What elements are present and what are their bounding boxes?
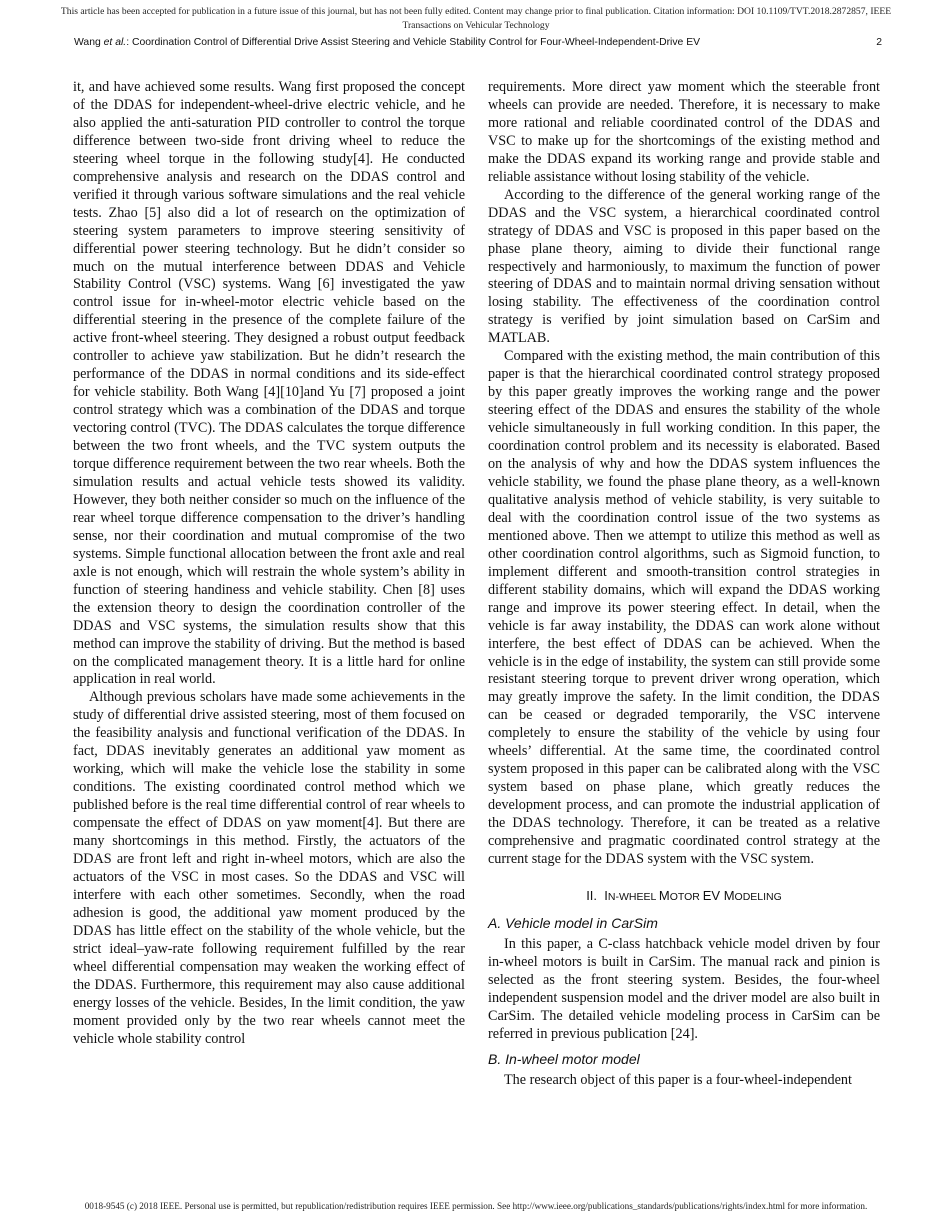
section-title-part: N-WHEEL (607, 890, 659, 903)
copyright-footer: 0018-9545 (c) 2018 IEEE. Personal use is permitted, but republication/redistribution requires IEEE permission. See http://www.ieee.org/publications_standards/publications/rights/index.html for more information. (84, 1201, 868, 1211)
notice-line-1: This article has been accepted for publication in a future issue of this journal, but has not been fully edited. Content may change prior to final publication. Citation information: DOI 10.1109/TVT.2018.2872857, IEEE (60, 6, 892, 17)
section-heading (488, 887, 880, 906)
left-column (73, 79, 465, 1048)
section-title-part: EV M (702, 887, 735, 903)
running-title: : Coordination Control of Differential Drive Assist Steering and Vehicle Stability Control for Four-Wheel-Independent-Drive EV (126, 37, 701, 48)
notice-line-2: Transactions on Vehicular Technology (402, 20, 550, 31)
subsection-b-heading: B. In-wheel motor model (488, 1050, 640, 1067)
section-title-part: I (604, 887, 608, 903)
publication-notice (20, 5, 932, 33)
right-paragraph-2: According to the difference of the general working range of the DDAS and the VSC system, a hierarchical coordinated control strategy of DDAS and VSC is proposed in this paper based on the phase plane theory, aiming to divide their functional range respectively and harmoniously, to maximum the function of power steering of DDAS and to maintain normal driving sensation without losing stability. The effectiveness of the coordination control strategy is verified by joint simulation based on CarSim and MATLAB. (488, 186, 880, 347)
running-title-etal: et al. (103, 37, 127, 48)
left-paragraph-1: it, and have achieved some results. Wang first proposed the concept of the DDAS for independent-wheel-drive electric vehicle, and he also applied the anti-saturation PID controller to control the torque difference between two-side front driving wheel to reduce the steering wheel torque in the following study[4]. He conducted comprehensive analysis and research on the DDAS control and verified it through various software simulations and the real vehicle tests. Zhao [5] also did a lot of research on the optimization of steering system parameters to improve steering sensitivity of differential power steering technology. But he didn’t consider so much on the mutual interference between DDAS and Vehicle Stability Control (VSC) systems. Wang [6] investigated the yaw control issue for in-wheel-motor electric vehicle based on the differential steering in the presence of the complete failure of the active front-wheel steering. They designed a robust output feedback controller to achieve yaw stabilization. But he didn’t research the performance of the DDAS in normal conditions and its side-effect for vehicle stability. Both Wang [4][10]and Yu [7] proposed a joint control strategy which was a combination of the DDAS and torque vectoring control (TVC). The DDAS calculates the torque difference between the two front wheels, and the TVC system outputs the torque difference requirement between the two rear wheels. Both the simulation results and actual vehicle tests showed its validity. However, they both neither consider so much on the influence of the rear wheel torque difference compensation to the driver’s handling sense, nor their coordination and mutual compromise of the two systems. Simple functional allocation between the front axle and real axle is not enough, which will restrain the whole system’s ability in function of steering handiness and vehicle stability. Chen [8] uses the extension theory to design the coordination controller of the DDAS and VSC systems, the simulation results show that this method can improve the stability of driving. But the method is based on the complicated management theory. It is a little hard for online application in real world. (73, 79, 465, 688)
section-title-part: M (658, 887, 670, 903)
section-numeral: II. (586, 887, 598, 903)
right-paragraph-4: In this paper, a C-class hatchback vehicle model driven by four in-wheel motors is built in CarSim. The manual rack and pinion is selected as the front steering system. Besides, the four-wheel independent suspension model and the driver model are also built in CarSim. The detailed vehicle modeling process in CarSim can be referred in previous publication [24]. (488, 935, 880, 1042)
running-head (74, 36, 882, 49)
subsection-a-heading: A. Vehicle model in CarSim (488, 914, 658, 931)
page-number: 2 (876, 37, 882, 48)
right-paragraph-5: The research object of this paper is a four-wheel-independent (504, 1071, 852, 1088)
section-title-part: OTOR (669, 890, 703, 903)
right-paragraph-1: requirements. More direct yaw moment which the steerable front wheels can provide are needed. Therefore, it is necessary to make more rational and reliable coordinated control of the DDAS and VSC to make up for the shortcomings of the existing method and make the DDAS expand its working range and provide stable and reliable assistance without losing stability of the vehicle. (488, 79, 880, 185)
running-title-authors: Wang (74, 37, 101, 48)
right-paragraph-3: Compared with the existing method, the main contribution of this paper is that the hierarchical coordinated control strategy proposed by this paper greatly improves the working range and the power steering effect of the DDAS and ensures the stability of the whole vehicle simultaneously in full working condition. In this paper, the coordination control problem and its necessity is elaborated. Based on the analysis of why and how the DDAS system influences the vehicle stability, we found the phase plane theory, as a well-known qualitative analysis method of vehicle stability, is very suitable to deal with the coordination control issue of the two systems as mentioned above. Then we attempt to utilize this method as well as other coordination control algorithms, such as Sigmoid function, to implement different and smooth-transition control strategies in different stability domains, which will expand the DDAS working range and improve its power steering effect. In detail, when the vehicle is far away instability, the DDAS can work alone without interfere, the best effect of DDAS can be achieved. When the vehicle is in the edge of instability, the system can still provide some resistant steering torque to prevent driver wrong operation, which may greatly improve the safety. In the limit condition, the DDAS can be ceased or degraded temporarily, the VSC intervene completely to ensure the stability of the vehicle by using four wheels’ differential. At the same time, the coordinated control system proposed in this paper can be calibrated along with the VSC system based on phase plane, which greatly reduces the development process, and can promote the industrial application of the DDAS technology. Therefore, it can be treated as a relative comprehensive and pragmatic coordinated control strategy at the current stage for the DDAS system with the VSC system. (488, 348, 880, 867)
section-title-part: ODELING (734, 890, 782, 903)
right-column (488, 79, 880, 1090)
left-paragraph-2: Although previous scholars have made some achievements in the study of differential drive assisted steering, most of them focused on the feasibility analysis and functional verification of the DDAS. In fact, DDAS inevitably generates an additional yaw moment as working, which will make the vehicle lose the stability in some conditions. The existing coordinated control method which we published before is the real time differential control of rear wheels to compensate the effect of DDAS on yaw moment[4]. But there are many shortcomings in this method. Firstly, the actuators of the DDAS are front left and right in-wheel motors, which are also the actuators of the VSC in most cases. So the DDAS and VSC will interfere with each other sometimes. Secondly, when the road adhesion is good, the additional yaw moment produced by the DDAS has little effect on the stability of the whole vehicle, but the strict ideal–yaw-rate following requirement fulfilled by the rear wheel differential compensation may weaken the working effect of the DDAS. Furthermore, this requirement may also cause additional energy losses of the vehicle. Besides, In the limit condition, the yaw moment provided only by the two rear wheels cannot meet the vehicle whole stability control (73, 689, 465, 1047)
